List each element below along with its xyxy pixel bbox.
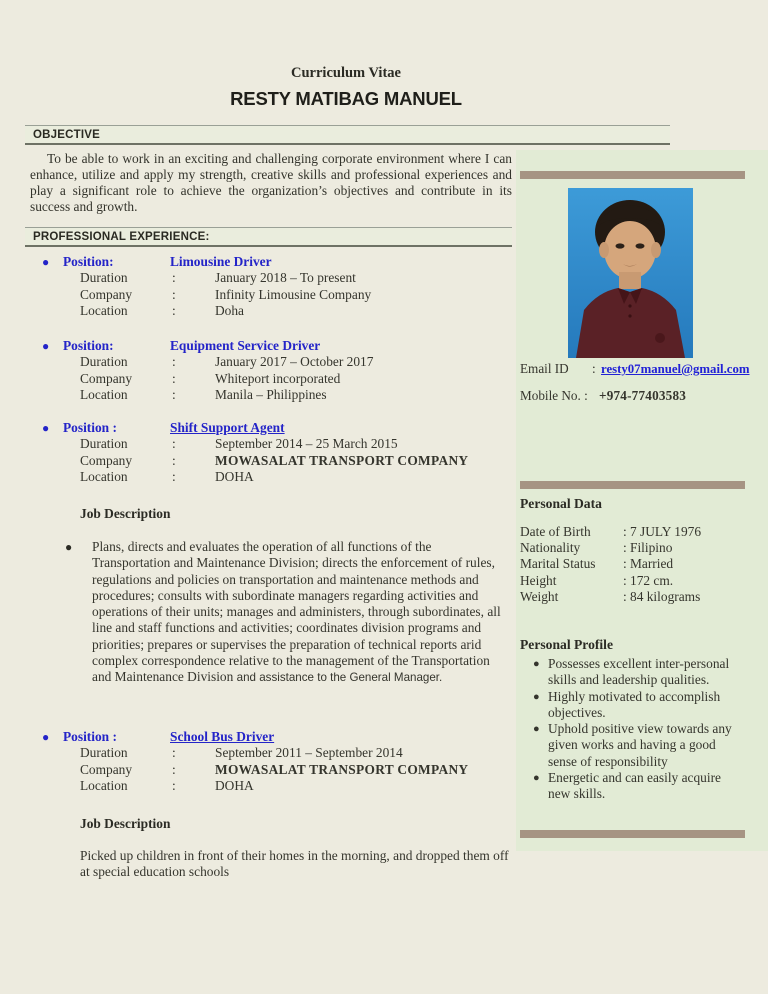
field-label: Height xyxy=(520,572,557,588)
sidebar-divider-bar-middle xyxy=(520,481,745,489)
field-value: Filipino xyxy=(630,540,673,556)
job-description-paragraph xyxy=(65,539,509,687)
colon-separator: : xyxy=(172,436,176,452)
colon-separator: : xyxy=(172,370,176,386)
personal-data-row xyxy=(520,589,760,605)
duration-label: Duration xyxy=(80,436,128,452)
job-entry-equipment-service-driver xyxy=(0,338,512,404)
personal-data-heading: Personal Data xyxy=(520,496,602,511)
objective-paragraph: To be able to work in an exciting and challenging corporate environment where I can enhance, utilize and apply my strength, creative skills and professional experiences and play a significant role to achieve the organization’s objectives and contribute in its success and growth. xyxy=(30,151,512,215)
field-value: 7 JULY 1976 xyxy=(630,524,702,539)
colon-separator: : xyxy=(623,588,627,604)
colon-separator: : xyxy=(172,303,176,319)
position-title-link[interactable]: Shift Support Agent xyxy=(170,420,285,435)
position-label: Position : xyxy=(63,729,117,744)
job-description-paragraph: Picked up children in front of their homes in the morning, and dropped them off at special education schools xyxy=(80,848,509,880)
colon-separator: : xyxy=(172,354,176,370)
list-item xyxy=(533,721,742,770)
company-value: MOWASALAT TRANSPORT COMPANY xyxy=(215,452,469,468)
duration-label: Duration xyxy=(80,745,128,761)
duration-value: January 2018 – To present xyxy=(215,270,356,286)
duration-value: January 2017 – October 2017 xyxy=(215,354,374,370)
list-bullet-icon: ● xyxy=(42,339,50,353)
colon-separator: : xyxy=(623,540,627,556)
location-label: Location xyxy=(80,469,128,485)
profile-bullet-text: Energetic and can easily acquire new skills. xyxy=(548,770,721,802)
company-label: Company xyxy=(80,370,133,386)
colon-separator: : xyxy=(623,572,627,588)
field-value: 172 cm. xyxy=(630,572,674,588)
personal-data-row xyxy=(520,556,760,572)
mobile-row xyxy=(520,388,764,404)
job-description-tail-text: and assistance to the General Manager. xyxy=(236,671,443,685)
location-label: Location xyxy=(80,778,128,794)
field-value: Married xyxy=(630,556,674,572)
job-description-heading: Job Description xyxy=(80,816,171,831)
job-description-text: Plans, directs and evaluates the operation of all functions of the Transportation and Maintenance Division; directs the enforcement of rules, regulations and policies on transportation and maintenance methods and procedures; consults with subordinate managers regarding activities and operations of their units; manages and administers, through subordinates, all line and staff functions and activities; coordinates division programs and priorities; prepares or supervises the preparation of technical reports arid complex correspondence relative to the management of the Transportation and Maintenance Division xyxy=(92,539,501,685)
company-label: Company xyxy=(80,452,133,468)
list-item xyxy=(533,770,742,803)
location-value: DOHA xyxy=(215,469,254,485)
location-label: Location xyxy=(80,303,128,319)
candidate-name: RESTY MATIBAG MANUEL xyxy=(230,88,462,109)
company-label: Company xyxy=(80,761,133,777)
field-label: Weight xyxy=(520,588,559,604)
objective-section-heading: OBJECTIVE xyxy=(25,125,670,145)
job-entry-school-bus-driver xyxy=(0,729,512,795)
mobile-value: +974-77403583 xyxy=(599,388,687,403)
profile-bullet-text: Possesses excellent inter-personal skills and leadership qualities. xyxy=(548,656,730,688)
email-label: Email ID xyxy=(520,361,569,376)
location-label: Location xyxy=(80,387,128,403)
company-value: Infinity Limousine Company xyxy=(215,286,372,302)
company-value: Whiteport incorporated xyxy=(215,370,341,386)
personal-profile-heading: Personal Profile xyxy=(520,637,613,652)
list-item xyxy=(533,656,742,689)
colon-separator: : xyxy=(172,761,176,777)
experience-section-heading: PROFESSIONAL EXPERIENCE: xyxy=(25,227,512,247)
position-title-link[interactable]: School Bus Driver xyxy=(170,729,275,744)
list-bullet-icon: ● xyxy=(533,772,540,785)
colon-separator: : xyxy=(623,524,627,539)
mobile-label: Mobile No. : xyxy=(520,388,588,403)
colon-separator: : xyxy=(172,469,176,485)
sidebar-divider-bar-bottom xyxy=(520,830,745,838)
colon-separator: : xyxy=(172,270,176,286)
colon-separator: : xyxy=(172,778,176,794)
location-value: Manila – Philippines xyxy=(215,387,327,403)
duration-label: Duration xyxy=(80,270,128,286)
colon-separator: : xyxy=(172,286,176,302)
duration-value: September 2011 – September 2014 xyxy=(215,745,403,761)
location-value: Doha xyxy=(215,303,245,319)
list-bullet-icon: ● xyxy=(533,658,540,670)
company-label: Company xyxy=(80,286,133,302)
location-value: DOHA xyxy=(215,778,254,794)
job-entry-limousine-driver xyxy=(0,254,512,320)
company-value: MOWASALAT TRANSPORT COMPANY xyxy=(215,761,469,777)
document-type-label: Curriculum Vitae xyxy=(291,65,401,81)
duration-value: September 2014 – 25 March 2015 xyxy=(215,436,398,452)
colon-separator: : xyxy=(623,556,627,572)
list-bullet-icon: ● xyxy=(42,421,50,435)
list-bullet-icon: ● xyxy=(42,255,50,269)
position-label: Position: xyxy=(63,338,114,353)
personal-data-row xyxy=(520,524,760,540)
profile-bullet-text: Uphold positive view towards any given works and having a good sense of responsibility xyxy=(548,721,732,769)
list-item xyxy=(533,689,742,722)
field-value: 84 kilograms xyxy=(630,588,701,604)
position-label: Position: xyxy=(63,254,114,269)
list-bullet-icon: ● xyxy=(533,723,540,736)
personal-data-row xyxy=(520,573,760,589)
position-title: Equipment Service Driver xyxy=(170,338,321,353)
colon-separator: : xyxy=(172,745,176,761)
job-entry-shift-support-agent xyxy=(0,420,512,486)
list-bullet-icon: ● xyxy=(533,690,540,703)
colon-separator: : xyxy=(172,452,176,468)
field-label: Date of Birth xyxy=(520,524,591,539)
job-description-heading: Job Description xyxy=(80,506,171,521)
list-bullet-icon: ● xyxy=(42,730,50,744)
position-title: Limousine Driver xyxy=(170,254,272,269)
email-row xyxy=(520,361,764,377)
list-bullet-icon: ● xyxy=(65,540,73,554)
colon-separator: : xyxy=(592,361,596,376)
personal-profile-list xyxy=(533,656,742,803)
position-label: Position : xyxy=(63,420,117,435)
personal-data-row xyxy=(520,540,760,556)
sidebar-divider-bar-top xyxy=(520,171,745,179)
id-photo xyxy=(568,188,693,358)
email-link[interactable]: resty07manuel@gmail.com xyxy=(601,362,750,376)
field-label: Nationality xyxy=(520,540,581,556)
profile-bullet-text: Highly motivated to accomplish objectives. xyxy=(548,688,721,720)
colon-separator: : xyxy=(172,387,176,403)
field-label: Marital Status xyxy=(520,556,596,572)
personal-data-fields xyxy=(520,524,760,605)
duration-label: Duration xyxy=(80,354,128,370)
